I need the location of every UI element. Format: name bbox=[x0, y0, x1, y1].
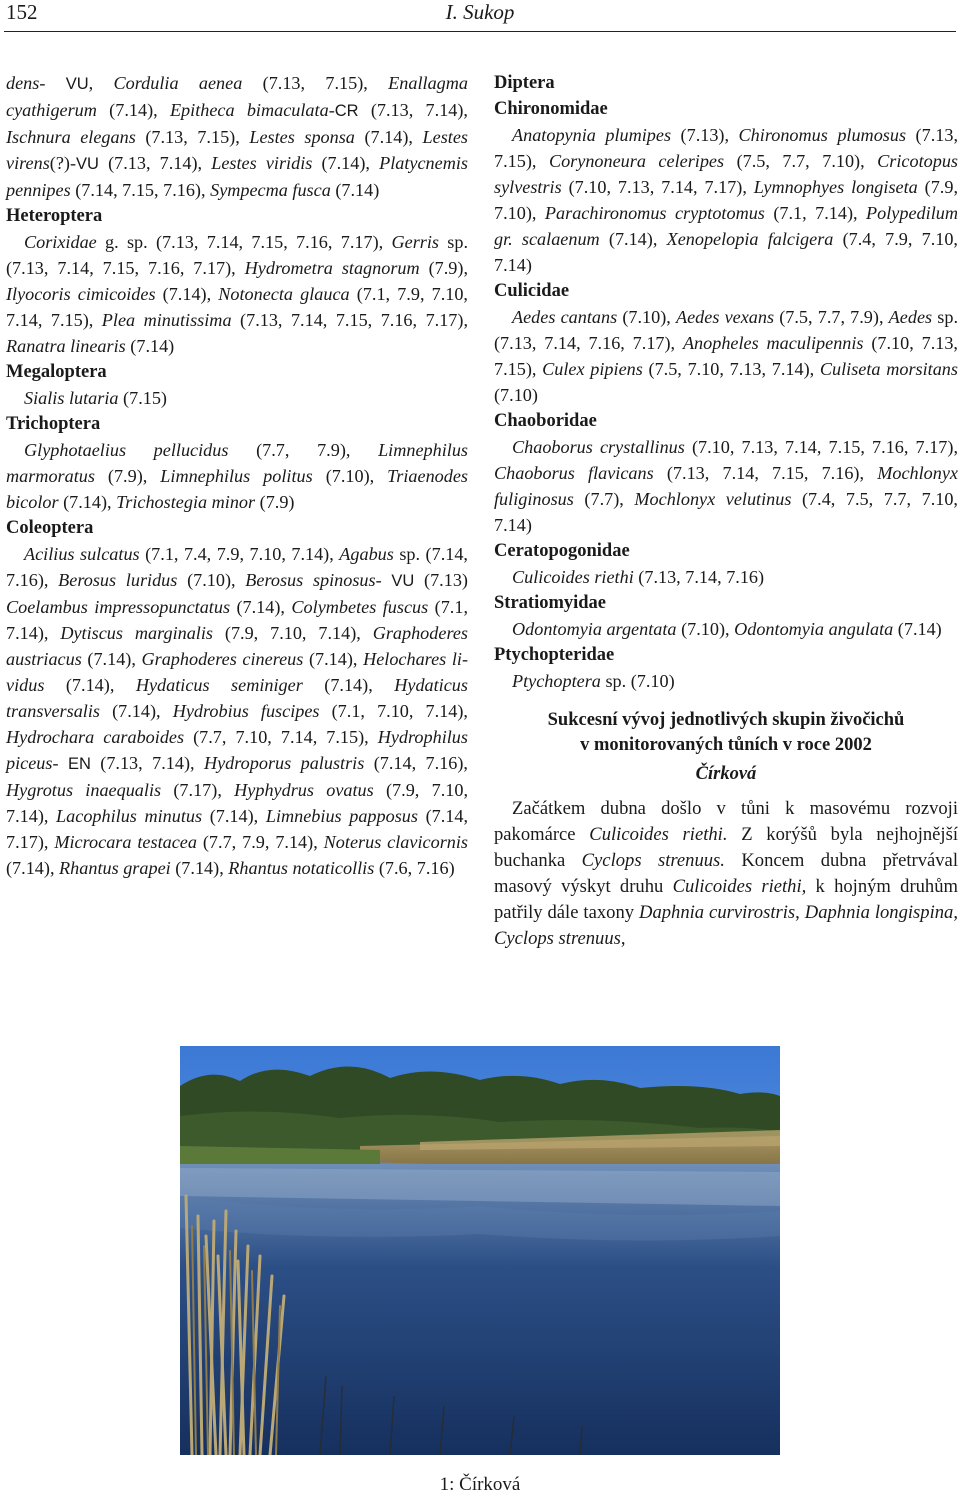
heading-stratiomyidae: Stratiomyidae bbox=[494, 593, 607, 613]
odonata-continuation: dens- VU, Cordulia aenea (7.13, 7.15), Enallagma cyathigerum (7.14), Epitheca bimaculata-CR (7.13, 7.14), Ischnura elegans (7.13, 7.15), Lestes sponsa (7.14), Lestes virens(?)-VU (7.13, 7.14), Lestes viridis (7.14), Platycnemis pennipes (7.14, 7.15, 7.16), Sympecma fusca (7.14) bbox=[6, 73, 468, 200]
stratiomyidae-list: Odontomyia argentata (7.10), Odontomyia angulata (7.14) bbox=[512, 619, 942, 639]
heading-coleoptera: Coleoptera bbox=[6, 518, 94, 538]
chaoboridae-list: Chaoborus crystallinus (7.10, 7.13, 7.14, 7.15, 7.16, 7.17), Chaoborus flavicans (7.13, 7.14, 7.15, 7.16), Mochlonyx fuliginosus (7.7), Mochlonyx velutinus (7.4, 7.5, 7.7, 7.10, 7.14) bbox=[494, 437, 958, 535]
ptychopteridae-list: Ptychoptera sp. (7.10) bbox=[512, 671, 675, 691]
page-number: 152 bbox=[6, 0, 38, 24]
ceratopogonidae-list: Culicoides riethi (7.13, 7.14, 7.16) bbox=[512, 567, 765, 587]
pond-photo bbox=[180, 1046, 780, 1455]
heteroptera-list: Corixidae g. sp. (7.13, 7.14, 7.15, 7.16, 7.17), Gerris sp. (7.13, 7.14, 7.15, 7.16, 7.17), Hydrometra stagnorum (7.9), Ilyocoris cimicoides (7.14), Notonecta glauca (7.1, 7.9, 7.10, 7.14, 7.15), Plea minutissima (7.13, 7.14, 7.15, 7.16, 7.17), Ranatra linearis (7.14) bbox=[6, 232, 468, 356]
left-column bbox=[6, 70, 468, 881]
section-body-paragraph: Začátkem dubna došlo v tůni k masovému rozvoji pakomárce Culicoides riethi. Z korýšů byla nejhojnější buchanka Cyclops strenuus. Koncem dubna přetrvával masový výskyt druhu Culicoides riethi, k hojným druhům patřily dále taxony Daphnia curvirostris, Daphnia longispina, Cyclops strenuus, bbox=[494, 798, 958, 949]
header-rule bbox=[4, 31, 956, 32]
heading-megaloptera: Megaloptera bbox=[6, 362, 107, 382]
right-column bbox=[494, 70, 958, 952]
heading-heteroptera: Heteroptera bbox=[6, 206, 103, 226]
heading-ceratopogonidae: Ceratopogonidae bbox=[494, 541, 630, 561]
section-subtitle: Čírková bbox=[695, 764, 757, 784]
page-header bbox=[0, 0, 960, 30]
section-title-line1: Sukcesní vývoj jednotlivých skupin živočichů bbox=[547, 710, 905, 730]
figure-caption: 1: Čírková bbox=[439, 1474, 521, 1495]
heading-chironomidae: Chironomidae bbox=[494, 99, 608, 119]
section-title-line2: v monitorovaných tůních v roce 2002 bbox=[580, 735, 872, 755]
coleoptera-list: Acilius sulcatus (7.1, 7.4, 7.9, 7.10, 7.14), Agabus sp. (7.14, 7.16), Berosus luridus (7.10), Berosus spinosus- VU (7.13) Coelambus impressopunctatus (7.14), Colymbetes fuscus (7.1, 7.14), Dytiscus marginalis (7.9, 7.10, 7.14), Graphoderes austriacus (7.14), Graphoderes cinereus (7.14), Helochares lividus (7.14), Hydaticus seminiger (7.14), Hydaticus transversalis (7.14), Hydrobius fuscipes (7.1, 7.10, 7.14), Hydrochara caraboides (7.7, 7.10, 7.14, 7.15), Hydrophilus piceus- EN (7.13, 7.14), Hydroporus palustris (7.14, 7.16), Hygrotus inaequalis (7.17), Hyphydrus ovatus (7.9, 7.10, 7.14), Lacophilus minutus (7.14), Limnebius papposus (7.14, 7.17), Microcara testacea (7.7, 7.9, 7.14), Noterus clavicornis (7.14), Rhantus grapei (7.14), Rhantus notaticollis (7.6, 7.16) bbox=[6, 544, 468, 878]
heading-ptychopteridae: Ptychopteridae bbox=[494, 645, 615, 665]
heading-culicidae: Culicidae bbox=[494, 281, 570, 301]
culicidae-list: Aedes cantans (7.10), Aedes vexans (7.5, 7.7, 7.9), Aedes sp. (7.13, 7.14, 7.16, 7.17), Anopheles maculipennis (7.10, 7.13, 7.15), Culex pipiens (7.5, 7.10, 7.13, 7.14), Culiseta morsitans (7.10) bbox=[494, 307, 958, 405]
heading-diptera: Diptera bbox=[494, 73, 555, 93]
megaloptera-list: Sialis lutaria (7.15) bbox=[24, 388, 167, 408]
heading-trichoptera: Trichoptera bbox=[6, 414, 101, 434]
running-head: I. Sukop bbox=[445, 0, 515, 24]
trichoptera-list: Glyphotaelius pellucidus (7.7, 7.9), Limnephilus marmoratus (7.9), Limnephilus politus (7.10), Triaenodes bicolor (7.14), Trichostegia minor (7.9) bbox=[6, 440, 468, 512]
heading-chaoboridae: Chaoboridae bbox=[494, 411, 597, 431]
section-title bbox=[494, 708, 958, 758]
chironomidae-list: Anatopynia plumipes (7.13), Chironomus plumosus (7.13, 7.15), Corynoneura celeripes (7.5, 7.7, 7.10), Cricotopus sylvestris (7.10, 7.13, 7.14, 7.17), Lymnophyes longiseta (7.9, 7.10), Parachironomus cryptotomus (7.1, 7.14), Polypedilum gr. scalaenum (7.14), Xenopelopia falcigera (7.4, 7.9, 7.10, 7.14) bbox=[494, 125, 958, 275]
